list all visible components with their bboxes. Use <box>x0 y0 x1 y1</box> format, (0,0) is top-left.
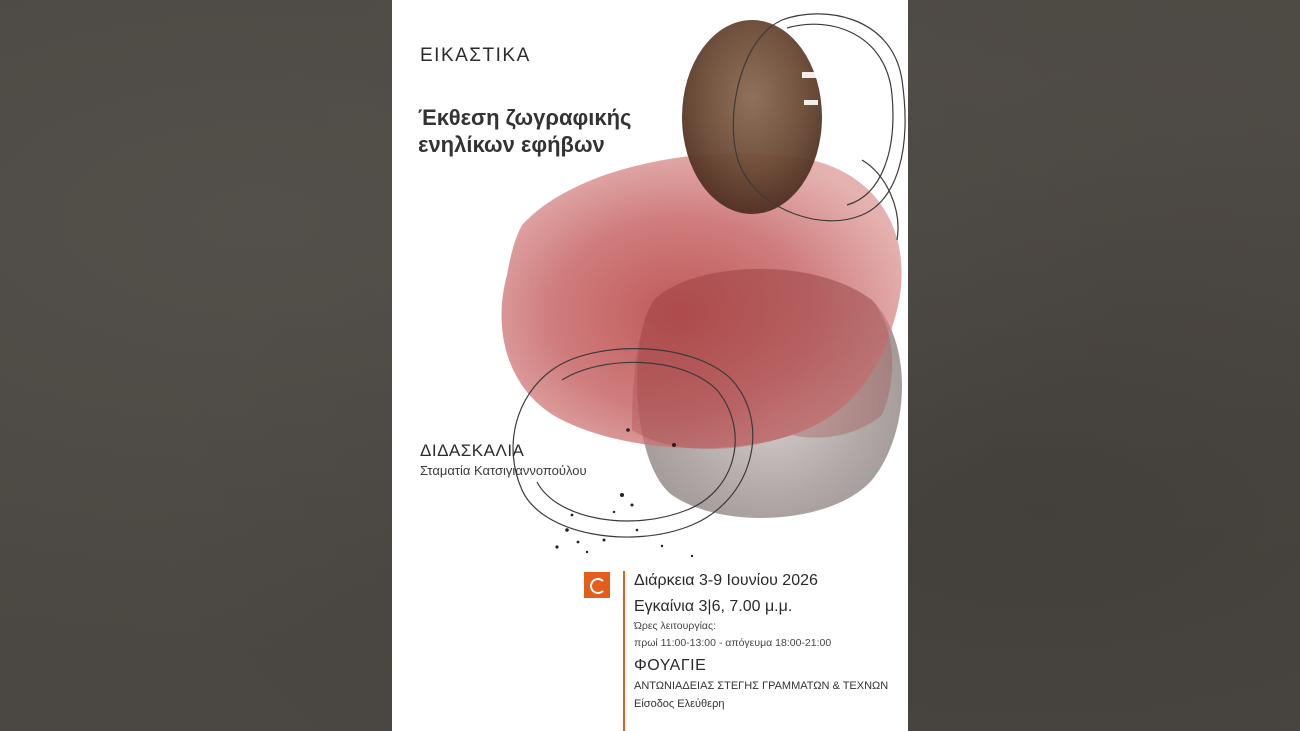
title-line-2: ενηλίκων εφήβων <box>418 132 605 157</box>
logo-icon <box>584 572 610 598</box>
exhibition-title <box>418 104 718 158</box>
red-blob <box>502 153 902 449</box>
entry-info: Είσοδος Ελεύθερη <box>634 698 725 710</box>
teacher-name: Σταματία Κατσιγιαννοπούλου <box>420 463 587 478</box>
title-line-1: Έκθεση ζωγραφικής <box>418 105 632 130</box>
exhibition-duration: Διάρκεια 3-9 Ιουνίου 2026 <box>634 572 818 589</box>
teaching-label: ΔΙΔΑΣΚΑΛΙΑ <box>420 441 525 460</box>
organization-logo <box>584 572 612 600</box>
opening-date: Εγκαίνια 3|6, 7.00 μ.μ. <box>634 598 793 615</box>
category-heading: ΕΙΚΑΣΤΙΚΑ <box>420 45 531 66</box>
hours-label: Ώρες λειτουργίας: <box>634 620 716 632</box>
venue-full-name: ΑΝΤΩΝΙΑΔΕΙΑΣ ΣΤΕΓΗΣ ΓΡΑΜΜΑΤΩΝ & ΤΕΧΝΩΝ <box>634 680 889 692</box>
accent-divider <box>623 571 625 731</box>
opening-hours: πρωί 11:00-13:00 - απόγευμα 18:00-21:00 <box>634 637 832 649</box>
venue-name: ΦΟΥΑΓΙΕ <box>634 657 707 674</box>
exhibition-poster <box>392 0 908 731</box>
